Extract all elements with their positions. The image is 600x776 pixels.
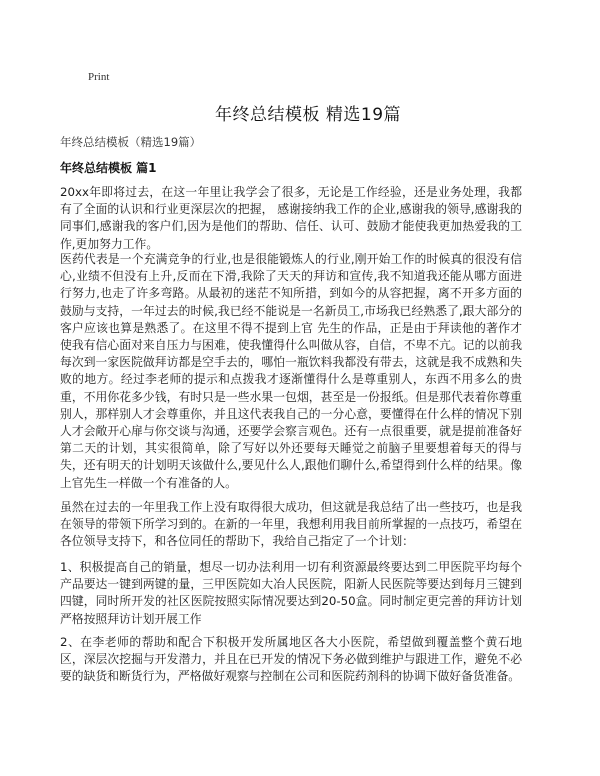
paragraph-intro: 20xx年即将过去，在这一年里让我学会了很多，无论是工作经验，还是业务处理，我都有了全面的认识和行业更深层次的把握， 感谢接纳我工作的企业,感谢我的领导,感谢我的同事们,感谢我的客户们,因为是他们的帮助、信任、认可、鼓励才能使我更加热爱我的工作,更加努力工作。: [60, 185, 522, 251]
page-title: 年终总结模板 精选19篇: [214, 105, 402, 125]
print-label: Print: [88, 71, 110, 83]
paragraph-plan-intro: 虽然在过去的一年里我工作上没有取得很大成功，但这就是我总结了出一些技巧，也是我在领导的带领下所学习到的。在新的一年里，我想利用我目前所掌握的一点技巧，希望在各位领导支持下，和各位同任的帮助下，我给自己指定了一个计划：: [60, 500, 522, 549]
document-subtitle: 年终总结模板（精选19篇）: [60, 135, 202, 149]
section-heading: 年终总结模板 篇1: [60, 161, 157, 175]
paragraph-plan-item-1: 1、积极提高自己的销量，想尽一切办法利用一切有利资源最终要达到二甲医院平均每个产品要达一键到两键的量，三甲医院如大冶人民医院，阳新人民医院等要达到每月三键到四键，同时所开发的社区医院按照实际情况要达到20-50盒。同时制定更完善的拜访计划严格按照拜访计划开展工作: [60, 560, 522, 626]
paragraph-experience: 医药代表是一个充满竞争的行业,也是很能锻炼人的行业,刚开始工作的时候真的很没有信心,业绩不但没有上升,反而在下滑,我除了天天的拜访和宣传,我不知道我还能从哪方面进行努力,也走了许多弯路。从最初的迷茫不知所措，到如今的从容把握，离不开多方面的鼓励与支持，一年过去的时候,我已经不能说是一名新员工,市场我已经熟悉了,跟大部分的客户应该也算是熟悉了。在这里不得不提到上官 先生的作品，正是由于拜读他的著作才使我有信心面对来自压力与困难，使我懂得什么叫做从容，自信，不卑不亢。记的以前我每次到一家医院做拜访都是空手去的，哪怕一瓶饮料我都没有带去，这就是我不成熟和失败的地方。经过李老师的提示和点拨我才逐渐懂得什么是尊重别人，东西不用多么的贵重，不用你花多少钱，有时只是一些水果一包烟，甚至是一份报纸。但是那代表着你尊重别人，那样别人才会尊重你，并且这代表我自己的一分心意，要懂得在什么样的情况下别人才会敞开心扉与你交谈与沟通，还要学会察言观色。还有一点很重要，就是提前准备好第二天的计划，其实很简单，除了写好以外还要每天睡觉之前脑子里要想着每天的得与失，还有明天的计划明天该做什么,要见什么人,跟他们聊什么,希望得到什么样的结果。像上官先生一样做一个有准备的人。: [60, 252, 522, 490]
paragraph-plan-item-2: 2、在李老师的帮助和配合下积极开发所属地区各大小医院，希望做到覆盖整个黄石地区，深层次挖掘与开发潜力，并且在已开发的情况下务必做到维护与跟进工作，避免不必要的缺货和断货行为，严格做好观察与控制在公司和医院药剂科的协调下做好备货准备。: [60, 635, 522, 684]
